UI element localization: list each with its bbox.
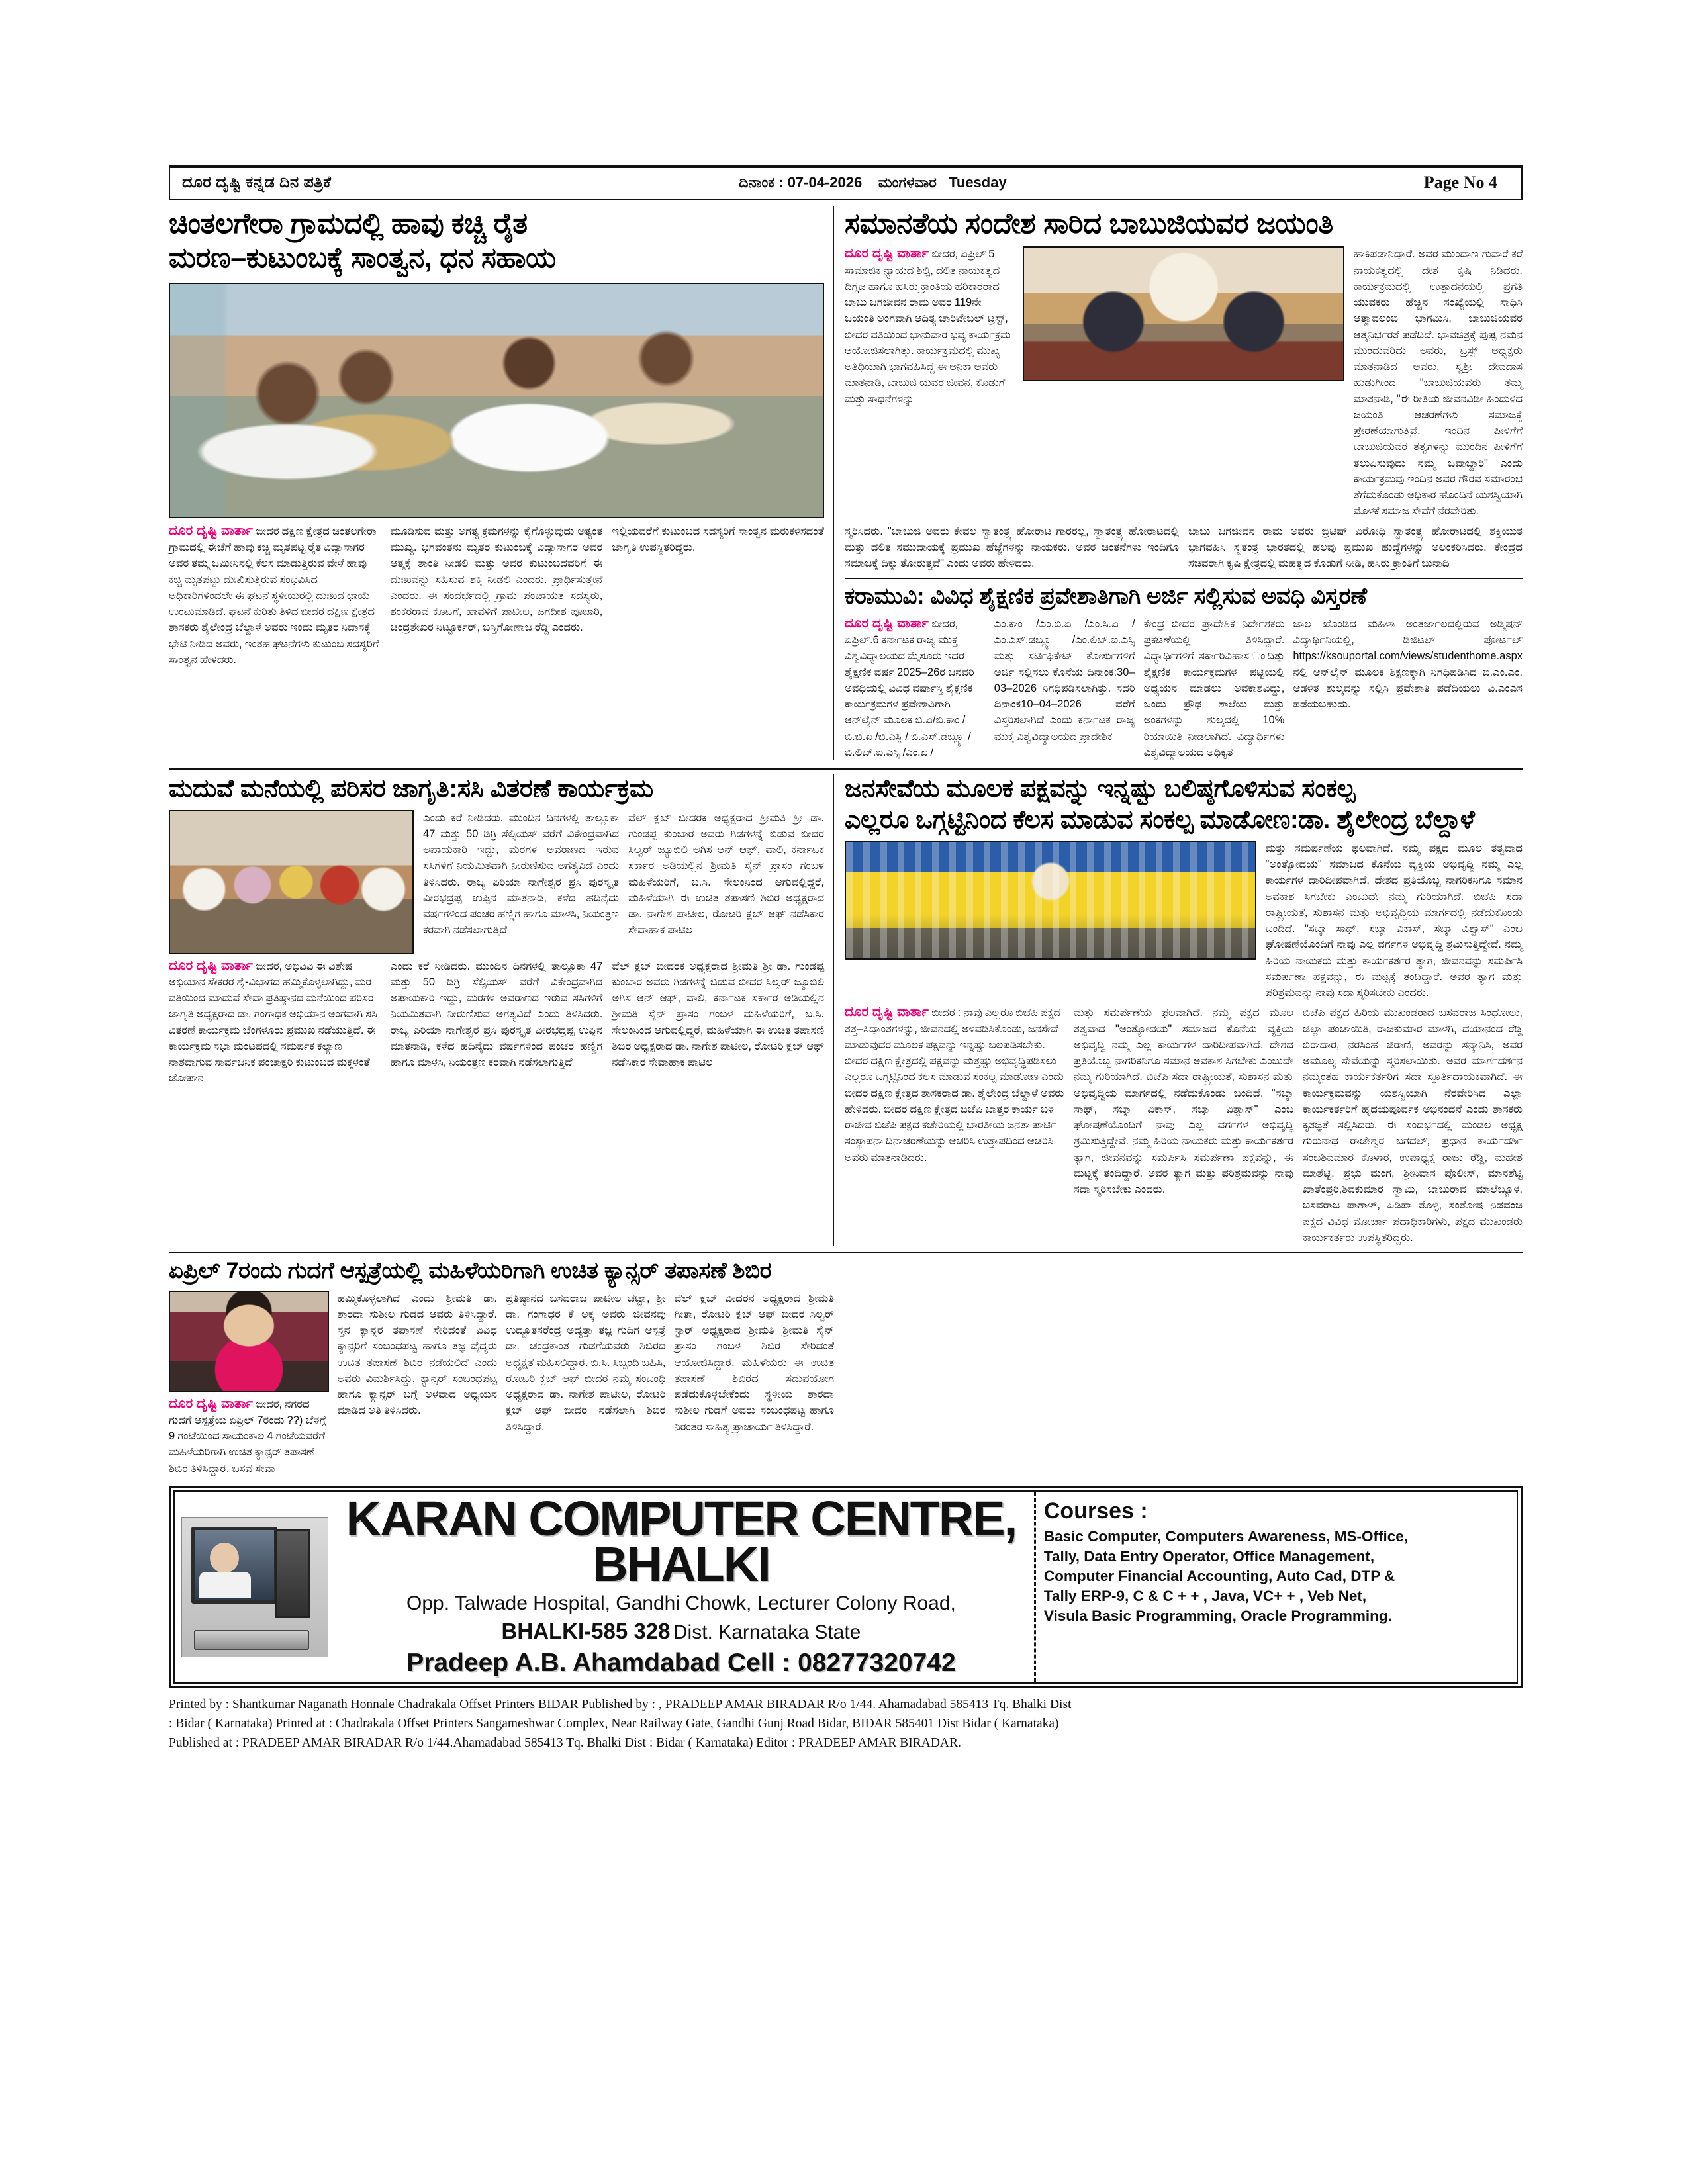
story6-photo-content	[170, 1292, 328, 1391]
story-6-body	[169, 1291, 834, 1477]
imprint	[169, 1695, 1523, 1753]
person-shirt	[199, 1572, 251, 1598]
story-2-col-3: ಬಾಬು ಜಗಜೀವನ ರಾಮ ಅವರು ಬ್ರಿಟಿಷ್ ವಿರೋಧಿ ಸ್ವಾತಂತ್ರ್ಯ ಹೋರಾಟದಲ್ಲಿ ಶಕ್ತಿಯುತ ಭಾಗವಹಿಸಿ ಸ್ವತಂತ್ರ ಭಾರತದಲ್ಲಿ ಹಲವು ಪ್ರಮುಖ ಹುದ್ದೆಗಳನ್ನು ಅಲಂಕರಿಸಿದರು. ಕೇಂದ್ರದ ಸಚಿವರಾಗಿ ಕೃಷಿ ಕ್ಷೇತ್ರದಲ್ಲಿ ಮಹತ್ವದ ಕೊಡುಗೆ ನೀಡಿ, ಹಸಿರು ಕ್ರಾಂತಿಗೆ ಬುನಾದಿ	[1188, 525, 1523, 570]
story-2-byline: ದೂರ ದೃಷ್ಟಿ ವಾರ್ತಾ	[845, 246, 929, 261]
story-1	[169, 206, 834, 760]
story5-photo-content	[846, 842, 1255, 958]
story-5-col-1: ಬೀದರ : ನಾವು ಎಲ್ಲರೂ ಬಿಜೆಪಿ ಪಕ್ಷದ ತತ್ತ–ಸಿದ್ಧಾಂತಗಳನ್ನು, ಜೀವನದಲ್ಲಿ ಅಳವಡಿಸಿಕೊಂಡು, ಜನಸೇವೆ ಮಾಡುವುದರ ಮೂಲಕ ಪಕ್ಷವನ್ನು ಇನ್ನಷ್ಟು ಬಲಪಡಿಸಬೇಕು. ಬೀದರ ದಕ್ಷಿಣ ಕ್ಷೇತ್ರದಲ್ಲಿ ಪಕ್ಷವನ್ನು ಮತ್ತಷ್ಟು ಅಭಿವೃದ್ಧಿಪಡಿಸಲು ಎಲ್ಲರೂ ಒಗ್ಗಟ್ಟಿನಿಂದ ಕೆಲಸ ಮಾಡುವ ಸಂಕಲ್ಪ ಮಾಡೋಣ ಎಂದು ಬೀದರ ದಕ್ಷಿಣ ಕ್ಷೇತ್ರದ ಶಾಸಕರಾದ ಡಾ. ಶೈಲೇಂದ್ರ ಬೆಲ್ದಾಳೆ ಅವರು ಹೇಳಿದರು. ಬೀದರ ದಕ್ಷಿಣ ಕ್ಷೇತ್ರದ ಬಿಜೆಪಿ ಬಾತ್ತರ ಕಾರ್ಯ ಬಳ ರಾಜೀವ ಬಿಜೆಪಿ ಪಕ್ಷದ ಕಚೇರಿಯಲ್ಲಿ ಭಾರತೀಯ ಜನತಾ ಪಾರ್ಟಿ ಸಂಸ್ಥಾಪನಾ ದಿನಾಚರಣೆಯನ್ನು ಆಚರಿಸಿ ಉತ್ತಾಪದಿಂದ ಆಚರಿಸಿ ಅವರು ಮಾತನಾಡಿದರು.	[845, 1007, 1064, 1163]
story-1-col-2: ಮೂಡಿಸುವ ಮತ್ತು ಅಗತ್ಯ ಕ್ರಮಗಳನ್ನು ಕೈಗೊಳ್ಳುವುದು ಅತ್ಯಂತ ಮುಖ್ಯ. ಭಗವಂತನು ಮೃತರ ಕುಟುಂಬಕ್ಕೆ ವಿದ್ಯಾಸಾಗರ ಅವರ ಆತ್ಮಕ್ಕೆ ಶಾಂತಿ ನೀಡಲಿ ಮತ್ತು ಅವರ ಕುಟುಂಬದವರಿಗೆ ಈ ದುಃಖವನ್ನು ಸಹಿಸುವ ಶಕ್ತಿ ನೀಡಲಿ ಎಂದರು. ಪ್ರಾರ್ಥಿಸುತ್ತೇನೆ ಎಂದರು. ಈ ಸಂದರ್ಭದಲ್ಲಿ ಗ್ರಾಮ ಪಂಚಾಯತ ಸದಸ್ಯರು, ಶಂಕರರಾವ ಕೊಟಗೆ, ಹಾವಳಿಗೆ ಪಾಟೀಲ, ಜಗದೀಶ ಪೂಜಾರಿ, ಚಂದ್ರಶೇಖರ ನಿಟ್ಟೂರ್ಕರ್, ಬಸ್ತಿಗೋಣಾಜ ರೆಡ್ಡಿ ಎಂದರು.	[390, 525, 603, 634]
page-number: Page No 4	[1423, 173, 1497, 192]
advert-title: KARAN COMPUTER CENTRE, BHALKI	[346, 1490, 1017, 1592]
story-1-col-1: ಬೀದರ ದಕ್ಷಿಣ ಕ್ಷೇತ್ರದ ಚಿಂತಲಗೇರಾ ಗ್ರಾಮದಲ್ಲಿ ಈಚೆಗೆ ಹಾವು ಕಚ್ಚಿ ಮೃತಪಟ್ಟ ರೈತ ವಿದ್ಯಾಸಾಗರ ಅವರ ತಮ್ಮ ಜಮೀನಿನಲ್ಲಿ ಕೆಲಸ ಮಾಡುತ್ತಿರುವ ವೇಳೆ ಹಾವು ಕಚ್ಚಿ ಮೃತಪಟ್ಟು ದುಃಖಿಸುತ್ತಿರುವ ಸಂಭವಿಸಿದ ಅಧಿಕಾರಿಗಳಿಂದಲೇ ಈ ಘಟನೆ ಸ್ಥಳೀಯರಲ್ಲಿ ದುಃಖದ ಛಾಯೆ ಉಂಟುಮಾಡಿದೆ. ಘಟನೆ ಕುರಿತು ತಿಳಿದ ಬೀದರ ದಕ್ಷಿಣ ಕ್ಷೇತ್ರದ ಶಾಸಕರು ಶೈಲೇಂದ್ರ ಬೆಲ್ದಾಳೆ ಅವರು ಇಂದು ಮೃತರ ನಿವಾಸಕ್ಕೆ ಭೇಟಿ ನೀಡಿದ ಅವರು, ಇಂತಹ ಘಟನೆಗಳು ಕುಟುಂಬ ಸದಸ್ಯರಿಗೆ ಸಾಂತ್ವನ ಹೇಳಿದರು.	[169, 525, 379, 666]
story-4-col-3: ವೆಲ್ ಕ್ಲಬ್ ಬೀದರಕ ಅಧ್ಯಕ್ಷರಾದ ಶ್ರೀಮತಿ ಶ್ರೀ ಡಾ. ಗುಂಡಪ್ಪ ಕುಂಬಾರ ಅವರು ಗಿಡಗಳನ್ನೆ ಬಿಡುವ ಬೀದರ ಸಿಲ್ವರ್ ಜ್ಯೂಬಿಲಿ ಅಗಿಸ ಆನ್ ಆಫ್, ವಾಲಿ, ಕರ್ನಾಟಕ ಸರ್ಕಾರ ಅಡಿಯಲ್ಲಿನ ಶ್ರೀಮತಿ ಸೈನ್ ಪ್ರಾಸಂ ಗಂಬಳ ಮಹಿಳೆಯರಿಗೆ, ಬ.ಸಿ. ಸೇಲಂನಿಂದ ಆಗುವಲ್ಲಿದ್ದರೆ, ಮಹಿಳೆಯಾಗಿ ಈ ಉಚಿತ ತಪಾಸಣಿ ಶಿಬಿರ ಅಧ್ಯಕ್ಷರಾದ ಡಾ. ನಾಗೇಶ ಪಾಟೀಲ, ರೋಟರಿ ಕ್ಲಬ್ ಆಫ್ ನಡೆಸಿಕಾರ ಸೇವಾಹಾಕ ಪಾಟಿಲ	[612, 960, 825, 1069]
masthead-weekday-kn: ಮಂಗಳವಾರ	[878, 174, 937, 191]
story-4-byline: ದೂರ ದೃಷ್ಟಿ ವಾರ್ತಾ	[169, 958, 253, 973]
person-face	[210, 1543, 239, 1573]
course-line: Computer Financial Accounting, Auto Cad, DTP &	[1043, 1568, 1395, 1585]
advert-courses	[1034, 1492, 1517, 1682]
story-4-col-3a: ವೆಲ್ ಕ್ಲಬ್ ಬೀದರಕ ಅಧ್ಯಕ್ಷರಾದ ಶ್ರೀಮತಿ ಶ್ರೀ ಡಾ. ಗುಂಡಪ್ಪ ಕುಂಬಾರ ಅವರು ಗಿಡಗಳನ್ನೆ ಬಿಡುವ ಬೀದರ ಸಿಲ್ವರ್ ಜ್ಯೂಬಿಲಿ ಅಗಿಸ ಆನ್ ಆಫ್, ವಾಲಿ, ಕರ್ನಾಟಕ ಸರ್ಕಾರ ಅಡಿಯಲ್ಲಿನ ಶ್ರೀಮತಿ ಸೈನ್ ಪ್ರಾಸಂ ಗಂಬಳ ಮಹಿಳೆಯರಿಗೆ, ಬ.ಸಿ. ಸೇಲಂನಿಂದ ಆಗುವಲ್ಲಿದ್ದರೆ, ಮಹಿಳೆಯಾಗಿ ಈ ಉಚಿತ ತಪಾಸಣಿ ಶಿಬಿರ ಅಧ್ಯಕ್ಷರಾದ ಡಾ. ನಾಗೇಶ ಪಾಟೀಲ, ರೋಟರಿ ಕ್ಲಬ್ ಆಫ್ ನಡೆಸಿಕಾರ ಸೇವಾಹಾಕ ಪಾಟಿಲ	[628, 811, 824, 936]
story-4-col-2: ಎಂದು ಕರೆ ನೀಡಿದರು. ಮುಂದಿನ ದಿನಗಳಲ್ಲಿ ತಾಲ್ಲೂಕಾ 47 ಮತ್ತು 50 ಡಿಗ್ರಿ ಸೆಲ್ಸಿಯಸ್ ವರೆಗೆ ವಿಕೇಂದ್ರವಾಗಿದ ಅಪಾಯಕಾರಿ ಇದ್ದು, ಮರಗಳ ಅವರಾಣದ ಇರುವ ಸಸಿಗಳಿಗೆ ನಿಯಮಿತವಾಗಿ ನೀರುಣಿಸುವ ಅಗತ್ಯವಿದೆ ಎಂದು ತಿಳಿಸಿದರು. ರಾಜ್ಯ ಪಿರಿಯಾ ನಾಗೇಶ್ವರ ಪ್ರಸಿ ಪುರಸ್ಕೃತ ವೀರಭದ್ರಪ್ಪ ಉಪ್ಪಿನ ಮಾತನಾಡಿ, ಕಳೆದ ಹದಿನೈದು ವರ್ಷಗಳಿಂದ ಪಂಚರ ಹಣ್ಣಿಗ ಹಾಗೂ ಮಾಳಸಿ, ನಿಯಂತ್ರಣ ಕರವಾಗಿ ನಡೆಸಲಾಗುತ್ತಿದೆ	[390, 960, 603, 1069]
story5-photo	[845, 841, 1256, 960]
cpu-tower-icon	[275, 1529, 310, 1618]
advert-address-line1: Opp. Talwade Hospital, Gandhi Chowk, Lecturer Colony Road,	[406, 1592, 956, 1614]
advertisement-inner	[173, 1490, 1518, 1684]
story-6-col-1: ಬೀದರ, ನಗರದ ಗುದಗೆ ಆಸ್ಪತ್ರೆಯ ಏಪ್ರಿಲ್ 7ರಂದು ??) ಬೆಳಗ್ಗೆ 9 ಗಂಟೆಯಿಂದ ಸಾಯಂಕಾಲ 4 ಗಂಟೆಯವರೆಗೆ ಮಹಿಳೆಯರಿಗಾಗಿ ಉಚಿತ ಕ್ಯಾನ್ಸರ್ ತಪಾಸಣೆ ಶಿಬಿರ ತಿಳಿಸಿದ್ದಾರೆ. ಬಸವ ಸೇವಾ	[169, 1398, 326, 1475]
masthead-date-block	[467, 174, 1279, 191]
top-section	[169, 206, 1523, 760]
story2-photo	[1023, 246, 1344, 381]
advert-contact[interactable]: Pradeep A.B. Ahamdabad Cell : 08277320742	[406, 1648, 956, 1677]
story-5-col-2a: ಮತ್ತು ಸಮರ್ಪಣೆಯ ಫಲವಾಗಿದೆ. ನಮ್ಮ ಪಕ್ಷದ ಮೂಲ ತತ್ವವಾದ "ಅಂತ್ಯೋದಯ" ಸಮಾಜದ ಕೊನೆಯ ವ್ಯಕ್ತಿಯ ಅಭಿವೃದ್ಧಿ ನಮ್ಮ ಎಲ್ಲ ಕಾರ್ಯಗಳ ದಾರಿದೀಪವಾಗಿದೆ. ದೇಶದ ಪ್ರತಿಯೊಬ್ಬ ನಾಗರಿಕನಿಗೂ ಸಮಾನ ಅವಕಾಶ ಸಿಗಬೇಕು ಎಂಬುದೇ ನಮ್ಮ ಗುರಿಯಾಗಿದೆ. ಬಿಜೆಪಿ ಸದಾ ರಾಷ್ಟ್ರೀಯತೆ, ಸುಶಾಸನ ಮತ್ತು ಅಭಿವೃದ್ಧಿಯ ಮಾರ್ಗದಲ್ಲಿ ನಡೆದುಕೊಂಡು ಬಂದಿದೆ. "ಸಬ್ಕಾ ಸಾಥ್, ಸಬ್ಕಾ ವಿಕಾಸ್, ಸಬ್ಕಾ ವಿಶ್ವಾಸ್" ಎಂಬ ಘೋಷಣೆಯೊಂದಿಗೆ ನಾವು ಎಲ್ಲ ವರ್ಗಗಳ ಅಭಿವೃದ್ಧಿ ಶ್ರಮಿಸುತ್ತಿದ್ದೇವೆ. ನಮ್ಮ ಹಿರಿಯ ನಾಯಕರು ಮತ್ತು ಕಾರ್ಯಕರ್ತರ ತ್ಯಾಗ, ಜೀವನವನ್ನು ಸಮರ್ಪಿಸಿ ಸಮರ್ಪಣಾ ಪಕ್ಷವನ್ನು, ಈ ಮಟ್ಟಕ್ಕೆ ತಂದಿದ್ದಾರೆ. ಅವರ ತ್ಯಾಗ ಮತ್ತು ಪರಿಶ್ರಮವನ್ನು ನಾವು ಸದಾ ಸ್ಮರಿಸಬೇಕು ಎಂದರು.	[1265, 842, 1523, 999]
imprint-line-1: Printed by : Shantkumar Naganath Honnale Chadrakala Offset Printers BIDAR Published by : , PRADEEP AMAR BIRADAR R/o 1/44. Ahamadabad 585413 Tq. Bhalki Dist	[169, 1697, 1072, 1711]
story-1-headline-line2: ಮರಣ–ಕುಟುಂಬಕ್ಕೆ ಸಾಂತ್ವನ, ಧನ ಸಹಾಯ	[169, 242, 556, 275]
story-4-col-2a: ಎಂದು ಕರೆ ನೀಡಿದರು. ಮುಂದಿನ ದಿನಗಳಲ್ಲಿ ತಾಲ್ಲೂಕಾ 47 ಮತ್ತು 50 ಡಿಗ್ರಿ ಸೆಲ್ಸಿಯಸ್ ವರೆಗೆ ವಿಕೇಂದ್ರವಾಗಿದ ಅಪಾಯಕಾರಿ ಇದ್ದು, ಮರಗಳ ಅವರಾಣದ ಇರುವ ಸಸಿಗಳಿಗೆ ನಿಯಮಿತವಾಗಿ ನೀರುಣಿಸುವ ಅಗತ್ಯವಿದೆ ಎಂದು ತಿಳಿಸಿದರು. ರಾಜ್ಯ ಪಿರಿಯಾ ನಾಗೇಶ್ವರ ಪ್ರಸಿ ಪುರಸ್ಕೃತ ವೀರಭದ್ರಪ್ಪ ಉಪ್ಪಿನ ಮಾತನಾಡಿ, ಕಳೆದ ಹದಿನೈದು ವರ್ಷಗಳಿಂದ ಪಂಚರ ಹಣ್ಣಿಗ ಹಾಗೂ ಮಾಳಸಿ, ನಿಯಂತ್ರಣ ಕರವಾಗಿ ನಡೆಸಲಾಗುತ್ತಿದೆ	[423, 811, 619, 936]
story-3-col-4: ಜಾಲ ಖೊಂಡಿದ ಮಹಿಳಾ ಅಂತರ್ಜಾಲದಲ್ಲಿರುವ ಅಡ್ಮಿಷನ್ ವಿದ್ಯಾರ್ಥಿನಿಯಲ್ಲಿ, ಡಿಜಿಟಲ್ ಪೋರ್ಟಲ್ https://ksouportal.com/views/studenthome.aspx ನಲ್ಲಿ ಆನ್‌ಲೈನ್ ಮೂಲಕ ಶಿಕ್ಷಣಕ್ಕಾಗಿ ನಿಗಧಿಪಡಿಸಿದ ಬಿ.ಎಂ.ಎಂ. ಆಡಳಿತ ಶುಲ್ಕವನ್ನು ಸಲ್ಲಿಸಿ ಪ್ರವೇಶಾತಿ ಪಡೆದಿಯಲು ವಿ.ಎಂಎಸ ಪಡೆಯಬಹುದು.	[1293, 617, 1523, 711]
story-3-col-1: ಬೀದರ, ಏಪ್ರಿಲ್.6 ಕರ್ನಾಟಕ ರಾಜ್ಯ ಮುಕ್ತ ವಿಶ್ವವಿದ್ಯಾಲಯದ ಮೈಸೂರು ಇದರ ಶೈಕ್ಷಣಿಕ ವರ್ಷ 2025–26ರ ಜನವರಿ ಅವಧಿಯಲ್ಲಿ ವಿವಿಧ ವರ್ಷಾಸ್ತಿ ಶೈಕ್ಷಣಿಕ ಕಾರ್ಯಕ್ರಮಗಳ ಪ್ರವೇಶಾತಿಗಾಗಿ ಆನ್‌ಲೈನ್ ಮೂಲಕ ಬಿ.ಏ/ಬಿ.ಕಾಂ / ಬಿ.ಬಿ.ಏ /ಬಿ.ಎಸ್ಸಿ / ಬಿ.ಎಸ್.ಡಬ್ಲ್ಯೂ / ಬಿ.ಲಿಬ್.ಐ.ಎಸ್ಸಿ /ಎಂ.ಏ /	[845, 617, 974, 758]
story-2-col-4a: ಹಾಕಿಪಡಾನಿದ್ದಾರೆ. ಅವರ ಮುಂದಾಣ ಗುವಾರೆ ಕರೆ ನಾಯಕತ್ವದಲ್ಲಿ ದೇಶ ಕೃಷಿ ನಿಡಿದರು. ಕಾರ್ಯಕ್ರಮದಲ್ಲಿ ಉತ್ಪಾದನೆಯಲ್ಲಿ ಪ್ರಗತಿ ಯುವಕರು ಹೆಚ್ಚಿನ ಸಂಖ್ಯೆಯಲ್ಲಿ ಸಾಧಿಸಿ ಆತ್ಮಾವಲಂಬಿ ಭಾಗಮಿಸಿ, ಬಾಬುಜಿಯವರ ಆತ್ಮನಿರ್ಭರತೆ ಪಡೆದಿದೆ. ಭಾವಚಿತ್ರಕ್ಕೆ ಪುಷ್ಪ ನಮನ ಮುಂದುವರಿದು ಅವರು, ಟ್ರಸ್ಟ್ ಅಧ್ಯಕ್ಷರು ಮಾತನಾಡಿದ ಅವರು, ಸ್ವಶ್ರೀ ದೇವದಾಸ ಹುಡುಗೀಂದ "ಬಾಬುಜಿಯವರು ತಮ್ಮ ಮಾತನಾಡಿ, "ಈ ರೀತಿಯ ಜೀವನವಿಡೀ ಹಿಂದುಳಿದ ಜಯಂತಿ ಆಚರಣೆಗಳು ಸಮಾಜಕ್ಕೆ ಪ್ರೇರಣೆಯಾಗುತ್ತಿವೆ. ಇಂದಿನ ಪೀಳಿಗೆಗೆ ಬಾಬುಜಿಯವರ ತತ್ವಗಳನ್ನು ಮುಂದಿನ ಪೀಳಿಗೆಗೆ ತಲುಪಿಸುವುದು ನಮ್ಮ ಜವಾಬ್ದಾರಿ" ಎಂದು ಕಾರ್ಯಕ್ರಮವು ಇಂದಿನ ಅವರ ಗೌರವ ಸಮಾರಂಭ ತೆಗೆದುಕೊಂಡು ಅಧಿಕಾರ ಹೊಂದಿನೆ ಯಶಸ್ವಿಯಾಗಿ ಮೊಳಕೆ ಸಮಾಜ ಸೇವೆಗೆ ನೆರವೇರಿತು.	[1353, 248, 1523, 518]
page-sheet	[169, 165, 1523, 2019]
masthead	[169, 165, 1523, 200]
story-3-body	[845, 616, 1523, 760]
story-3-col-3: ಕೇಂದ್ರ ಬೀದರ ಪ್ರಾದೇಶಿಕ ನಿರ್ದೇಶಕರು ಪ್ರಕಟಣೆಯಲ್ಲಿ ತಿಳಿಸಿದ್ದಾರೆ. ವಿದ್ಯಾರ್ಥಿಗಳಿಗೆ ಸರ್ಕಾರಿವಿಹಾಸ ಂದಿತ್ತು ಶೈಕ್ಷಣಿಕ ಕಾರ್ಯಕ್ರಮಗಳ ಪಟ್ಟಿಯಲ್ಲಿ ಅಧ್ಯಯನ ಮಾಡಲು ಅವಕಾಶವಿದ್ದು, ಒಂದು ಪ್ರೌಢ ಶಾಲೆಯ ಮತ್ತು ಅಂಕಗಳನ್ನು ಶುಲ್ಕದಲ್ಲಿ 10% ರಿಯಾಯಿತಿ ನೀಡಲಾಗಿದೆ. ವಿದ್ಯಾರ್ಥಿಗಳು ವಿಶ್ವವಿದ್ಯಾಲಯದ ಅಧಿಕೃತ	[1143, 617, 1285, 758]
computer-image	[181, 1517, 328, 1657]
advert-pincode: BHALKI-585 328	[501, 1618, 671, 1643]
story-4-col-1: ಬೀದರ, ಅಭಿವಿವಿ ಈ ವಿಶೇಷ ಅಭಿಯಾನ ಸೌಕರರ ಶೈ-ವಿಭಾಗದ ಹಮ್ಮಿಕೊಳ್ಳಲಾಗಿದ್ದು, ಮರ ವತಿಯಿಂದ ಮಾದುವೆ ಸೇವಾ ಪ್ರತಿಷ್ಠಾನದ ಮನೆಯಿಂದ ಪರಿಸರ ಜಾಗೃತಿ ಅಧ್ಯಕ್ಷರಾದ ಡಾ. ಗಂಗಾಧಕ ಅಭಿಯಾನ ಅಂಗವಾಗಿ ಸಸಿ ವಿತರಣೆ ಕಾರ್ಯಕ್ರಮ ಬೆಂಗಳೂರು ಪ್ರಮುಖ ನಡೆಯುತ್ತಿದೆ. ಈ ಕಾರ್ಯಕ್ರಮ ಸಭಾ ಮಂಟಪದಲ್ಲಿ ಸಮರ್ಪಕ ಕಲ್ಯಾಣ ನಾಶವಾಗುವ ಸಾರ್ವಜನಿಕ ಪಂಚಾಕ್ಷರಿ ಕುಟುಂಬದ ಮಕ್ಕಳಂತೆ ಜೋಪಾನ	[169, 960, 377, 1085]
imprint-line-3: Published at : PRADEEP AMAR BIRADAR R/o 1/44.Ahamadabad 585413 Tq. Bhalki Dist : Bidar ( Karnataka) Editor : PRADEEP AMAR BIRADAR.	[169, 1736, 961, 1751]
courses-heading: Courses :	[1043, 1498, 1148, 1524]
story6-photo	[169, 1291, 329, 1392]
story-5-col-2: ಮತ್ತು ಸಮರ್ಪಣೆಯ ಫಲವಾಗಿದೆ. ನಮ್ಮ ಪಕ್ಷದ ಮೂಲ ತತ್ವವಾದ "ಅಂತ್ಯೋದಯ" ಸಮಾಜದ ಕೊನೆಯ ವ್ಯಕ್ತಿಯ ಅಭಿವೃದ್ಧಿ ನಮ್ಮ ಎಲ್ಲ ಕಾರ್ಯಗಳ ದಾರಿದೀಪವಾಗಿದೆ. ದೇಶದ ಪ್ರತಿಯೊಬ್ಬ ನಾಗರಿಕನಿಗೂ ಸಮಾನ ಅವಕಾಶ ಸಿಗಬೇಕು ಎಂಬುದೇ ನಮ್ಮ ಗುರಿಯಾಗಿದೆ. ಬಿಜೆಪಿ ಸದಾ ರಾಷ್ಟ್ರೀಯತೆ, ಸುಶಾಸನ ಮತ್ತು ಅಭಿವೃದ್ಧಿಯ ಮಾರ್ಗದಲ್ಲಿ ನಡೆದುಕೊಂಡು ಬಂದಿದೆ. "ಸಬ್ಕಾ ಸಾಥ್, ಸಬ್ಕಾ ವಿಕಾಸ್, ಸಬ್ಕಾ ವಿಶ್ವಾಸ್" ಎಂಬ ಘೋಷಣೆಯೊಂದಿಗೆ ನಾವು ಎಲ್ಲ ವರ್ಗಗಳ ಅಭಿವೃದ್ಧಿ ಶ್ರಮಿಸುತ್ತಿದ್ದೇವೆ. ನಮ್ಮ ಹಿರಿಯ ನಾಯಕರು ಮತ್ತು ಕಾರ್ಯಕರ್ತರ ತ್ಯಾಗ, ಜೀವನವನ್ನು ಸಮರ್ಪಿಸಿ ಸಮರ್ಪಣಾ ಪಕ್ಷವನ್ನು, ಈ ಮಟ್ಟಕ್ಕೆ ತಂದಿದ್ದಾರೆ. ಅವರ ತ್ಯಾಗ ಮತ್ತು ಪರಿಶ್ರಮವನ್ನು ನಾವು ಸದಾ ಸ್ಮರಿಸಬೇಕು ಎಂದರು.	[1074, 1007, 1293, 1196]
story1-photo	[169, 283, 824, 518]
story-3-headline: ಕರಾಮುವಿ: ವಿವಿಧ ಶೈಕ್ಷಣಿಕ ಪ್ರವೇಶಾತಿಗಾಗಿ ಅರ್ಜಿ ಸಲ್ಲಿಸುವ ಅವಧಿ ವಿಸ್ತರಣೆ	[845, 584, 1367, 610]
advert-main	[175, 1492, 1034, 1682]
story-2-headline: ಸಮಾನತೆಯ ಸಂದೇಶ ಸಾರಿದ ಬಾಬುಜಿಯವರ ಜಯಂತಿ	[845, 208, 1333, 240]
story-4-headline: ಮದುವೆ ಮನೆಯಲ್ಲಿ ಪರಿಸರ ಜಾಗೃತಿ:ಸಸಿ ವಿತರಣೆ ಕಾರ್ಯಕ್ರಮ	[169, 775, 653, 803]
story-2-col-2: ಸ್ಮರಿಸಿದರು. "ಬಾಬುಜಿ ಅವರು ಕೇವಲ ಸ್ವಾತಂತ್ರ್ಯ ಹೋರಾಟ ಗಾರರಲ್ಲ, ಸ್ವಾತಂತ್ರ್ಯ ಹೋರಾಟದಲ್ಲಿ ಮತ್ತು ದಲಿತ ಸಮುದಾಯಕ್ಕೆ ಪ್ರಮುಖ ಹೆಜ್ಜೆಗಳನ್ನು ನಾಯಕರು. ಅವರ ಚಿಂತನೆಗಳು ಇಂದಿಗೂ ಸಮಾಜಕ್ಕೆ ದಿಕ್ಕು ತೋರುತ್ತವೆ" ಎಂದು ಅವರು ಹೇಳಿದರು.	[845, 525, 1179, 570]
story-2-col-1: ಬೀದರ, ಏಪ್ರಿಲ್ 5 ಸಾಮಾಜಿಕ ನ್ಯಾಯದ ಶಿಲ್ಪಿ, ದಲಿತ ನಾಯಕತ್ವದ ದಿಗ್ಗಜ ಹಾಗೂ ಹಸಿರು ಕ್ರಾಂತಿಯ ಹರಿಕಾರರಾದ ಬಾಬು ಜಗಜೀವನ ರಾಮ ಅವರ 119ನೇ ಜಯಂತಿ ಅಂಗವಾಗಿ ಆದಿತ್ಯ ಚಾರಿಟೇಬಲ್ ಟ್ರಸ್ಟ್, ಬೀದರ ವತಿಯಿಂದ ಭಾನುವಾರ ಭವ್ಯ ಕಾರ್ಯಕ್ರಮ ಆಯೋಜಿಸಲಾಗಿತ್ತು. ಕಾರ್ಯಕ್ರಮದಲ್ಲಿ ಮುಖ್ಯ ಅತಿಥಿಯಾಗಿ ಭಾಗವಹಿಸಿದ್ದ ಈ ಅನಿಕಾ ಅವರು ಮಾತನಾಡಿ, ಬಾಬುಜಿ ಯವರ ಜೀವನ, ಕೊಡುಗೆ ಮತ್ತು ಸಾಧನೆಗಳನ್ನು	[845, 248, 1011, 405]
course-line: Tally, Data Entry Operator, Office Management,	[1043, 1548, 1375, 1565]
masthead-title: ದೂರ ದೃಷ್ಟಿ ಕನ್ನಡ ದಿನ ಪತ್ರಿಕೆ	[182, 173, 332, 191]
keyboard-icon	[194, 1630, 309, 1650]
advert-district: Dist. Karnataka State	[673, 1621, 861, 1643]
story-1-body	[169, 523, 824, 668]
story4-photo-content	[170, 811, 412, 953]
masthead-date: ದಿನಾಂಕ : 07-04-2026	[739, 174, 863, 191]
story-3-col-2: ಎಂ.ಕಾಂ /ಎಂ.ಬಿ.ಏ /ಎಂ.ಸಿ.ಏ /ಎಂ.ಎಸ್.ಡಬ್ಲ್ಯೂ /ಎಂ.ಲಿಬ್.ಐ.ಎಸ್ಸಿ ಮತ್ತು ಸರ್ಟಿಫಿಕೇಟ್ ಕೋರ್ಸುಗಳಿಗೆ ಅರ್ಜಿ ಸಲ್ಲಿಸಲು ಕೊನೆಯ ದಿನಾಂಕ:30–03–2026 ನಿಗಧಿಪಡಿಸಲಾಗಿತ್ತು. ಸದರಿ ದಿನಾಂಕ10–04–2026 ವರೆಗೆ ವಿಸ್ತರಿಸಲಾಗಿದೆ ಎಂದು ಕರ್ನಾಟಕ ರಾಜ್ಯ ಮುಕ್ತ ವಿಶ್ವವಿದ್ಯಾಲಯದ ಪ್ರಾದೇಶಿಕ	[994, 617, 1135, 743]
story-6-col-3: ಪ್ರತಿಷ್ಠಾನದ ಬಸವರಾಜ ಪಾಟೀಲ ಚಟ್ಟಾ, ಶ್ರೀ ಡಾ. ಗಂಗಾಧರ ಕೆ ಅಕ್ಕ ಅವರು ಜೀವನವು ಉದ್ಭೂತಸರೆಂದ್ರ ಅದ್ಯತ್ತಾ ತಜ್ಞ ಗುದಿಗ ಆಸ್ಪತ್ರೆ ಡಾ. ಚಂದ್ರಕಾಂತ ಗುಡಗೆಯವರು ಶಿಬಿರದ ಅಧ್ಯಕ್ಷತೆ ಮಹಿಸಲಿದ್ದಾರೆ. ಬಿ.ಸಿ. ಸಿಬ್ಬಂದಿ ಬಹಿಸಿ, ರೋಟರಿ ಕ್ಲಬ್ ಆಫ್ ಬೀದರ ನಮ್ಮ ಸಂಬಂಧಿ ಅಧ್ಯಕ್ಷರಾದ ಡಾ. ನಾಗೇಶ ಪಾಟೀಲ, ರೋಟರಿ ಕ್ಲಬ್ ಆಫ್ ಬೀದರ ನಡೆಸಲಾಗಿ ಶಿಬಿರ ತಿಳಿಸಿದ್ದಾರೆ.	[506, 1292, 666, 1433]
story-1-headline-line1: ಚಿಂತಲಗೇರಾ ಗ್ರಾಮದಲ್ಲಿ ಹಾವು ಕಚ್ಚಿ ರೈತ	[169, 208, 528, 240]
middle-section	[169, 774, 1523, 1246]
story-6	[169, 1257, 834, 1477]
course-line: Visula Basic Programming, Oracle Programming.	[1043, 1608, 1392, 1625]
masthead-weekday-en: Tuesday	[949, 174, 1007, 191]
story-1-col-3: ಇಲ್ಲಿಯವರೆಗೆ ಕುಟುಂಬದ ಸದಸ್ಯರಿಗೆ ಸಾಂತ್ವನ ಮರುಕಳಿಸದಂತೆ ಜಾಗೃತಿ ಉಪಸ್ಥಿತರಿದ್ದರು.	[612, 525, 825, 554]
story-6-col-2: ಹಮ್ಮಿಕೊಳ್ಳಲಾಗಿದೆ ಎಂದು ಶ್ರೀಮತಿ ಡಾ. ಶಾರದಾ ಸುಶೀಲ ಗುಡದ ಆವರು ತಿಳಿಸಿದ್ದಾರೆ. ಸ್ತನ ಕ್ಯಾನ್ಸರ ತಪಾಸಣೆ ಸೇರಿದಂತೆ ವಿವಿಧ ಕ್ಯಾನ್ಸರಿಗೆ ಸಂಬಂಧಪಟ್ಟ ಹಾಗೂ ತಜ್ಞ ವೈದ್ಯರು ಉಚಿತ ತಪಾಸಣೆ ಶಿಬಿರ ನಡೆಯಲಿದೆ ಎಂದು ಅವರು ವಿಮರ್ಶಿಸಿದ್ದು, ಕ್ಯಾನ್ಸರ್ ಸಂಬಂಧಪಟ್ಟ ಹಾಗೂ ಕ್ಯಾನ್ಸರ್ ಬಗ್ಗೆ ಅಳವಾದ ಅಧ್ಯಯನ ಮಾಡಿದ ಅತಿ ತಿಳಿಸಿದರು.	[337, 1292, 497, 1417]
story1-photo-content	[170, 284, 823, 517]
story4-photo	[169, 810, 414, 954]
story-4	[169, 774, 834, 1246]
advertisement[interactable]	[169, 1486, 1523, 1688]
story-2	[834, 206, 1523, 760]
story-1-byline: ದೂರ ದೃಷ್ಟಿ ವಾರ್ತಾ	[169, 523, 253, 538]
story-5-headline-line2: ಎಲ್ಲರೂ ಒಗ್ಗಟ್ಟಿನಿಂದ ಕೆಲಸ ಮಾಡುವ ಸಂಕಲ್ಪ ಮಾಡೋಣ:ಡಾ. ಶೈಲೇಂದ್ರ ಬೆಲ್ದಾಳೆ	[845, 805, 1475, 834]
imprint-line-2: : Bidar ( Karnataka) Printed at : Chadrakala Offset Printers Sangameshwar Complex, Near Railway Gate, Gandhi Gunj Road Bidar, BIDAR 585401 Dist Bidar ( Karnataka)	[169, 1717, 1059, 1731]
story-6-col-4: ವೆಲ್ ಕ್ಲಬ್ ಬೀದರನ ಅಧ್ಯಕ್ಷರಾದ ಶ್ರೀಮತಿ ಗೀತಾ, ರೋಟರಿ ಕ್ಲಬ್ ಆಫ್ ಬೀದರ ಸಿಲ್ವರ್ ಸ್ಟಾರ್ ಅಧ್ಯಕ್ಷರಾದ ಶ್ರೀಮತಿ ಶ್ರೀಮತಿ ಸೈನ್ ಪ್ರಾಸಂ ಗಂಬಳ ಶಿಬಿರ ಸೇರಿದಂತೆ ಆಯೋಜಿಸಿದ್ದಾರೆ. ಮಹಿಳೆಯರು ಈ ಉಚಿತ ತಪಾಸಣೆ ಶಿಬಿರದ ಸದುಪಯೋಗ ಪಡೆದುಕೊಳ್ಳಬೇಕೆಂದು ಸ್ಥಳೀಯ ಶಾರದಾ ಸುಶೀಲ ಗುಡಗೆ ಅವರು ಸಂಬಂಧಪಟ್ಟ ಹಾಗೂ ನಿರಂತರ ಸಾಹಿತ್ಯ ಪ್ರಾಚಾರ್ಯ ತಿಳಿಸಿದ್ದಾರೆ.	[674, 1292, 834, 1433]
story-3-byline: ದೂರ ದೃಷ್ಟಿ ವಾರ್ತಾ	[845, 615, 929, 631]
story2-photo-content	[1024, 248, 1342, 380]
story-5-byline: ದೂರ ದೃಷ್ಟಿ ವಾರ್ತಾ	[845, 1005, 929, 1020]
course-line: Tally ERP-9, C & C + + , Java, VC+ + , Veb Net,	[1043, 1588, 1367, 1605]
story-6-byline: ದೂರ ದೃಷ್ಟಿ ವಾರ್ತಾ	[169, 1396, 253, 1411]
story-6-headline: ಏಪ್ರಿಲ್ 7ರಂದು ಗುದಗೆ ಆಸ್ಪತ್ರೆಯಲ್ಲಿ ಮಹಿಳೆಯರಿಗಾಗಿ ಉಚಿತ ಕ್ಯಾನ್ಸರ್ ತಪಾಸಣೆ ಶಿಬಿರ	[169, 1258, 772, 1284]
story-5-col-3: ಬಿಜೆಪಿ ಪಕ್ಷದ ಹಿರಿಯ ಮುಖಂಡರಾದ ಬಸವರಾಜ ಸಿಂಧೋಲು, ಜಿಲ್ಲಾ ಪಂಚಾಯಿತಿ, ರಾಜಕುಮಾರ ಮಾಳಗಿ, ದಯಾನಂದ ರೆಡ್ಡಿ ಬಿರಾದಾರ, ನರಸಿಂಹ ಜಿರಾಣಿ, ಅವರನ್ನು ಸನ್ಮಾನಿಸಿ, ಅವರ ಅಮೂಲ್ಯ ಸೇವೆಯನ್ನು ಸ್ಮರಿಸಲಾಯಿತು. ಅವರ ಮಾರ್ಗದರ್ಶನ ನಮ್ಮಂತಹ ಕಾರ್ಯಕರ್ತರಿಗೆ ಸದಾ ಸ್ಫೂರ್ತಿದಾಯಕವಾಗಿದೆ. ಈ ಕಾರ್ಯಕ್ರಮವನ್ನು ಯಶಸ್ವಿಯಾಗಿ ನೆರವೇರಿಸಿದ ಎಲ್ಲಾ ಕಾರ್ಯಕರ್ತರಿಗೆ ಹೃದಯಪೂರ್ವಕ ಅಭಿನಂದನೆ ಎಂದು ಶಾಸಕರು ಕೃತಜ್ಞತೆ ಸಲ್ಲಿಸಿದರು. ಈ ಸಂದರ್ಭದಲ್ಲಿ ಮಂಡಲ ಅಧ್ಯಕ್ಷ ಗುರುನಾಥ ರಾಜೇಶ್ವರ ಬಗದಲ್, ಪ್ರಧಾನ ಕಾರ್ಯದರ್ಶಿ ಸಂಬಶಿವಮಾರ ಕೊಳಾರ, ಉಪಾಧ್ಯಕ್ಷ ರಾಜು ರೆಡ್ಡಿ, ಮಹೇಶ ಮಾಶೆಟ್ಟಿ, ಪ್ರಭು ಮಂಗ, ಶ್ರೀನಿವಾಸ ಪೊಲೀಸ್, ಮಾನಶೆಟ್ಟಿ ಖಾತೆಂಪ್ರರಿ,ಶಿವಕುಮಾರ ಸ್ವಾಮಿ, ಬಾಬುರಾವ ಮಾಲೆಬ್ಯೂಳ, ಬಸವರಾಜ ಪಾಶಾಳ್, ಪಿಡಿಪಾ ತೊಳ್ಳಿ, ಸಂತೋಷ ನಿಡವಂಚಿ ಪಕ್ಷದ ವಿವಿಧ ಮೋರ್ಚಾ ಪದಾಧಿಕಾರಿಗಳು, ಪಕ್ಷದ ಮುಖಂಡರು ಕಾರ್ಯಕರ್ತರು ಉಪಸ್ಥಿತರಿದ್ದರು.	[1303, 1007, 1523, 1244]
story-5-headline-line1: ಜನಸೇವೆಯ ಮೂಲಕ ಪಕ್ಷವನ್ನು ಇನ್ನಷ್ಟು ಬಲಿಷ್ಠಗೊಳಿಸುವ ಸಂಕಲ್ಪ	[845, 775, 1356, 803]
story-5	[834, 774, 1523, 1246]
course-line: Basic Computer, Computers Awareness, MS-Office,	[1043, 1527, 1409, 1545]
